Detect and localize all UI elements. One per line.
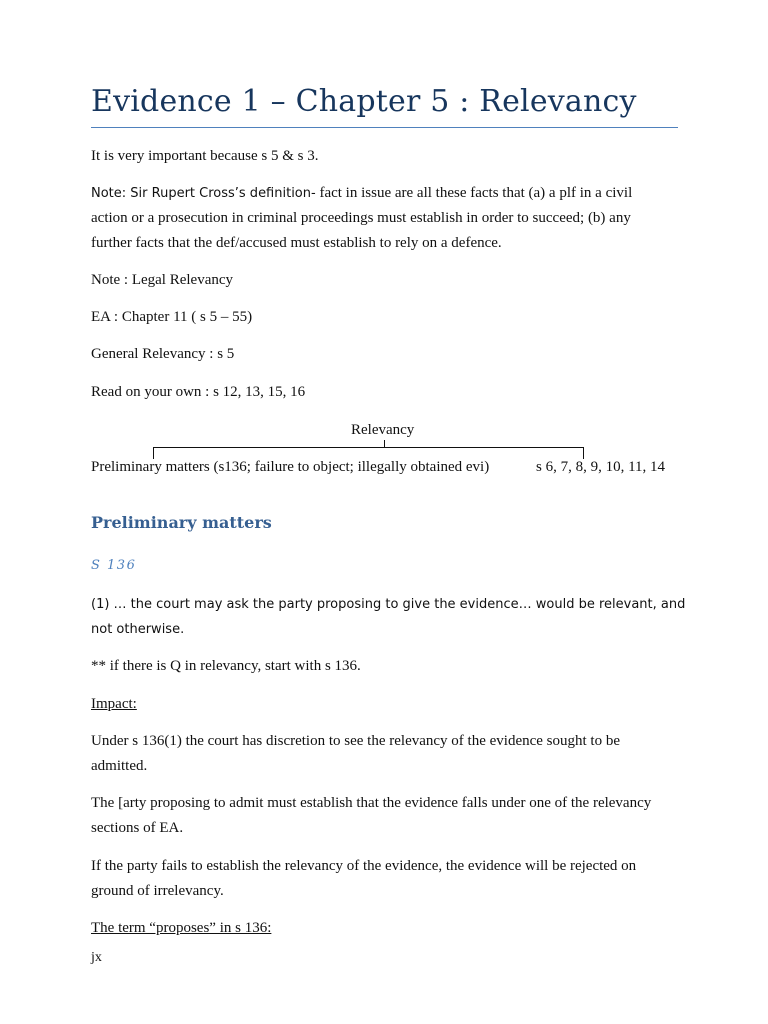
page-footer: jx bbox=[91, 950, 102, 965]
s136-quote-line-2: not otherwise. bbox=[91, 622, 185, 637]
general-relevancy-line: General Relevancy : s 5 bbox=[91, 346, 235, 362]
intro-paragraph: It is very important because s 5 & s 3. bbox=[91, 148, 319, 164]
cross-definition-label: Note: Sir Rupert Cross’s definition- bbox=[91, 186, 316, 201]
proposes-term-label: The term “proposes” in s 136: bbox=[91, 920, 272, 936]
s136-subheading: S 136 bbox=[91, 558, 137, 573]
s136-quote bbox=[91, 592, 686, 642]
title-underline-rule bbox=[91, 127, 678, 128]
tree-left-node: Preliminary matters (s136; failure to object; illegally obtained evi) bbox=[91, 459, 490, 475]
s136-quote-line-1: (1) … the court may ask the party proposing to give the evidence… would be relevant, and bbox=[91, 597, 686, 612]
cross-definition-line-3: further facts that the def/accused must establish to rely on a defence. bbox=[91, 235, 502, 251]
cross-definition-note bbox=[91, 181, 681, 256]
impact-label: Impact: bbox=[91, 696, 137, 712]
ea-chapter-line: EA : Chapter 11 ( s 5 – 55) bbox=[91, 309, 253, 325]
tree-root-stem bbox=[384, 440, 385, 447]
cross-definition-line-2: action or a prosecution in criminal proceedings must establish in order to succeed; (b) any bbox=[91, 210, 631, 226]
preliminary-matters-heading: Preliminary matters bbox=[91, 513, 272, 532]
impact-paragraph-2: The [arty proposing to admit must establish that the evidence falls under one of the relevancy sections of EA. bbox=[91, 795, 652, 836]
impact-paragraph-1: Under s 136(1) the court has discretion to see the relevancy of the evidence sought to be admitted. bbox=[91, 733, 620, 774]
cross-definition-text: fact in issue are all these facts that (a) a plf in a civil bbox=[315, 185, 633, 201]
legal-relevancy-note: Note : Legal Relevancy bbox=[91, 272, 234, 288]
tree-right-node: s 6, 7, 8, 9, 10, 11, 14 bbox=[536, 459, 666, 475]
cross-definition-line-1 bbox=[91, 181, 681, 206]
tree-horizontal-bar bbox=[153, 447, 584, 448]
tree-root-label: Relevancy bbox=[351, 422, 415, 438]
impact-paragraph-3: If the party fails to establish the relevancy of the evidence, the evidence will be rejected on ground of irrelevancy. bbox=[91, 858, 637, 899]
read-on-your-own-line: Read on your own : s 12, 13, 15, 16 bbox=[91, 384, 306, 400]
document-title: Evidence 1 – Chapter 5 : Relevancy bbox=[91, 84, 637, 119]
s136-tip: ** if there is Q in relevancy, start with s 136. bbox=[91, 658, 361, 674]
